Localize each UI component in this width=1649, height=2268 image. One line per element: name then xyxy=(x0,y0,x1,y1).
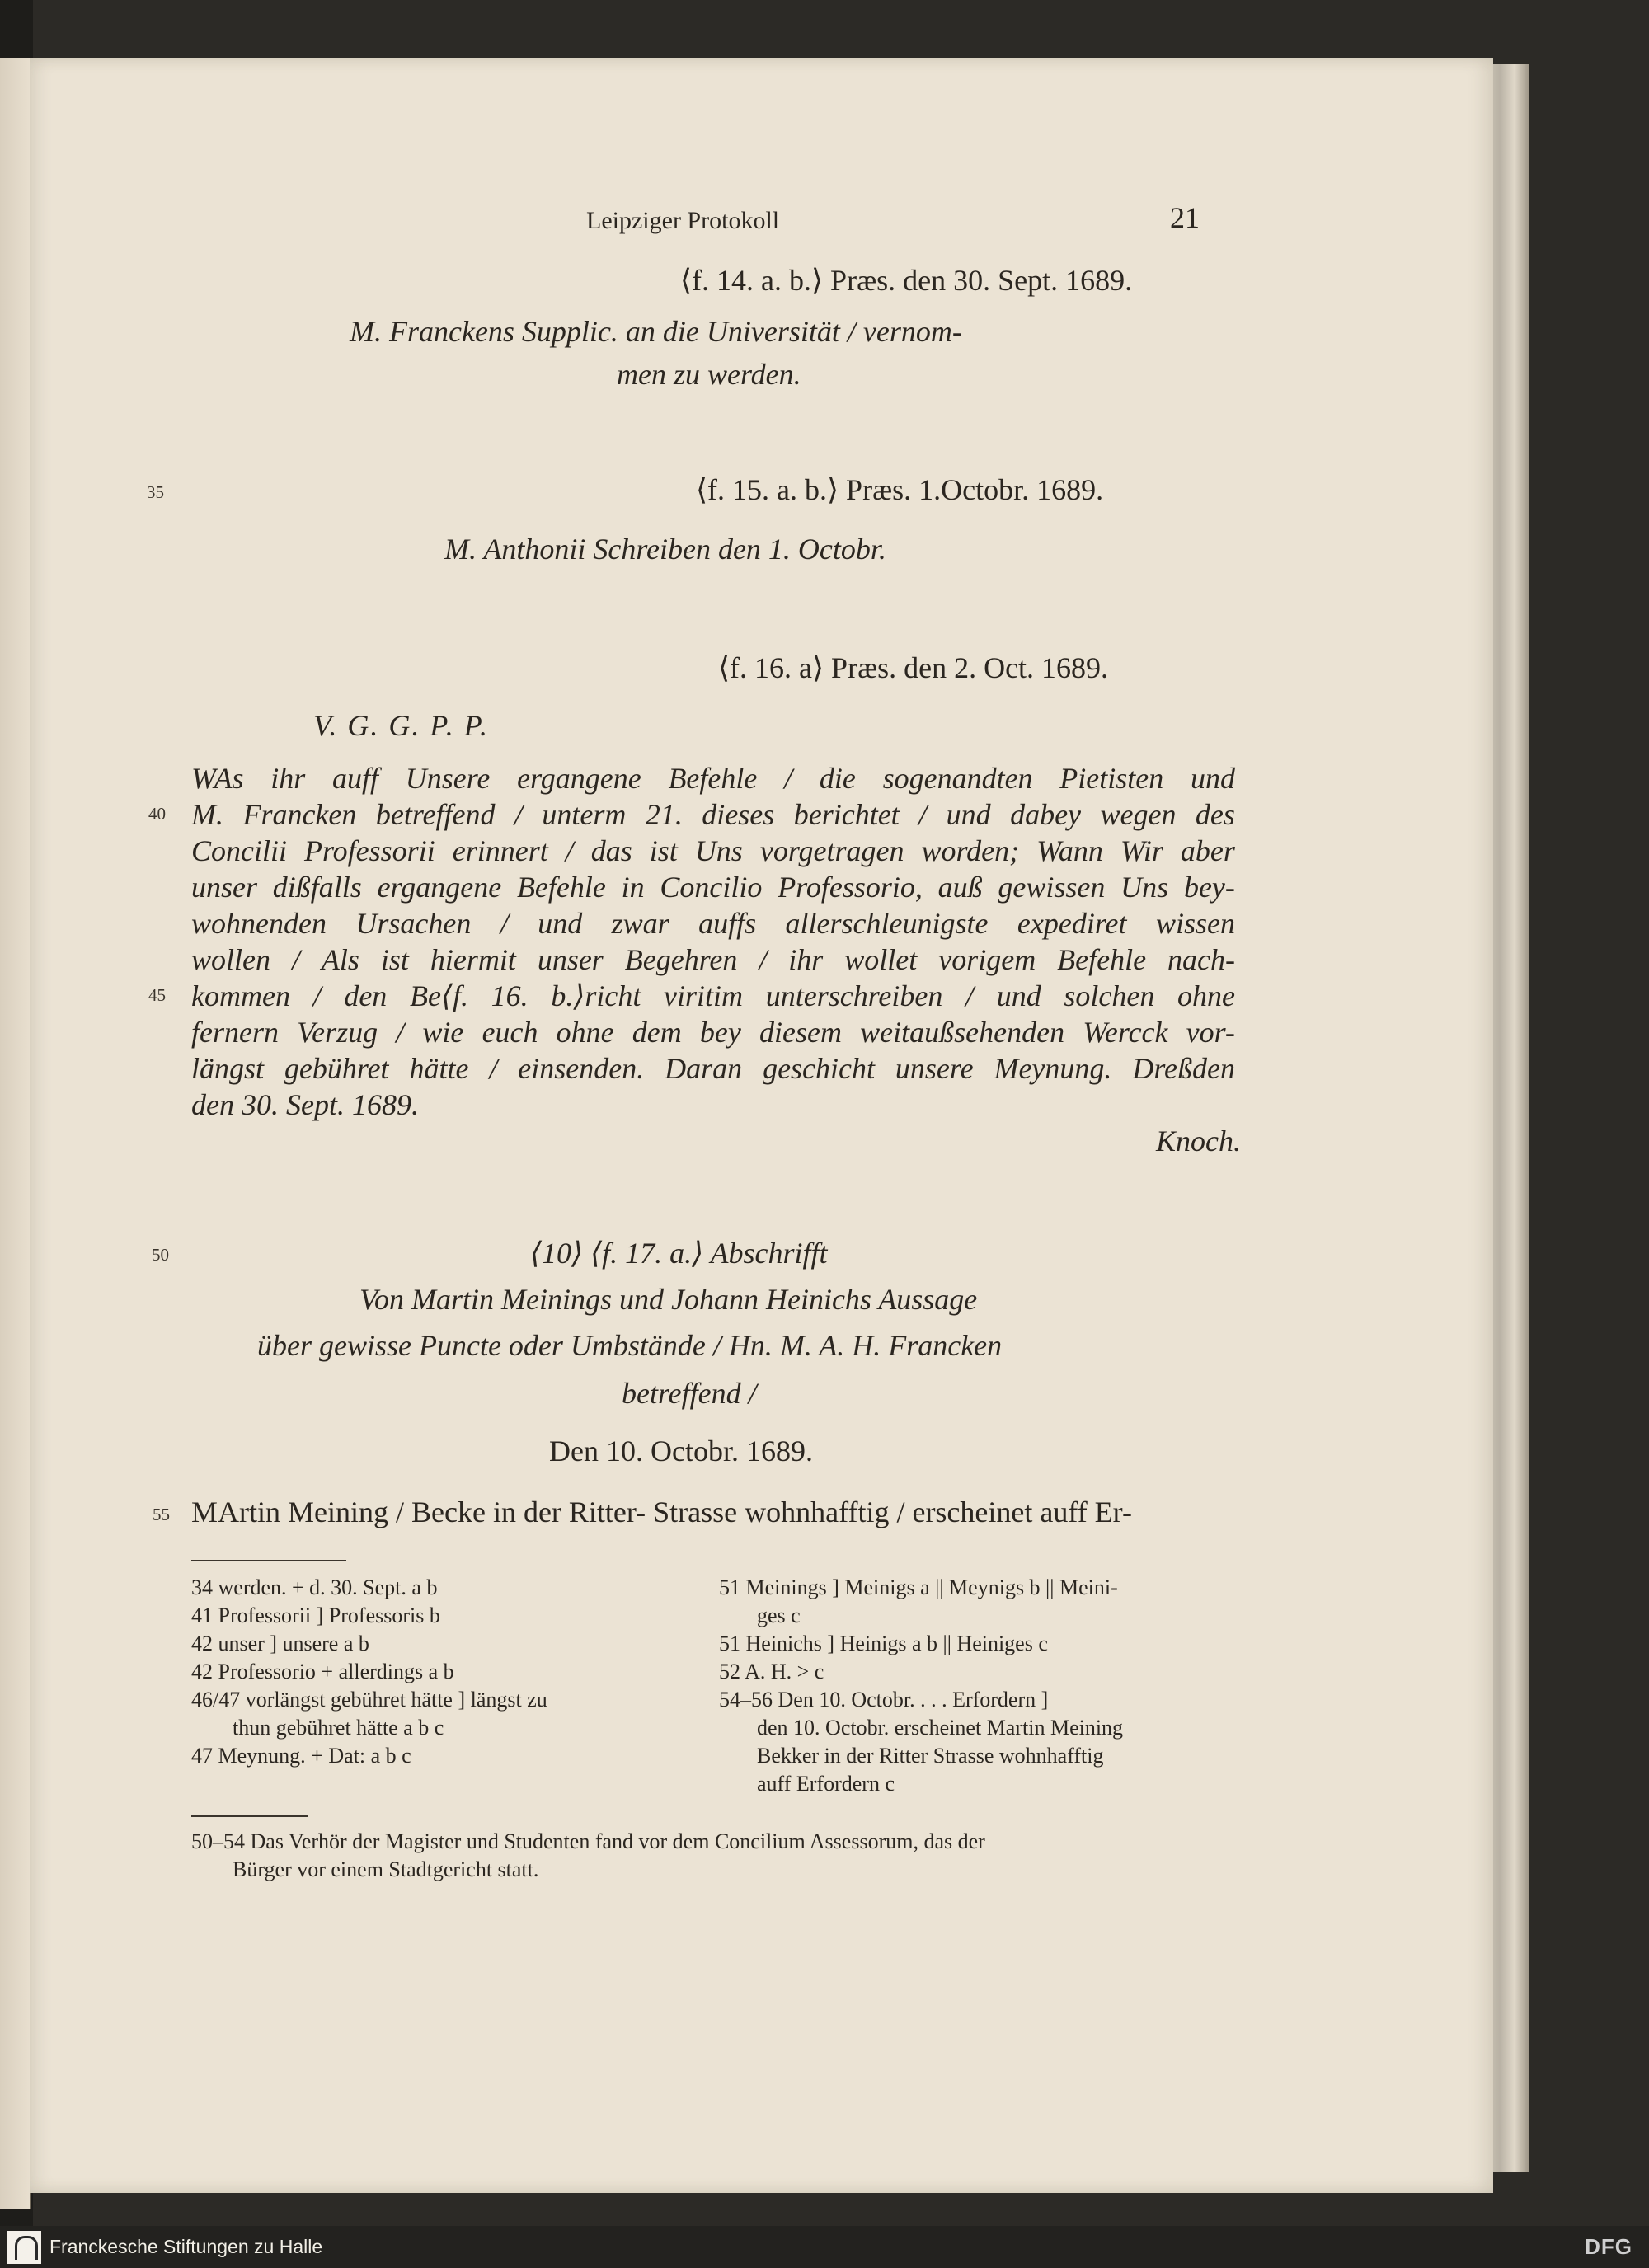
apparatus-note: thun gebühret hätte a b c xyxy=(233,1716,444,1740)
line-number: 50 xyxy=(152,1245,169,1265)
line-number: 35 xyxy=(147,482,164,502)
apparatus-rule xyxy=(191,1560,346,1561)
apparatus-note: 47 Meynung. + Dat: a b c xyxy=(191,1744,411,1768)
entry-title: M. Franckens Supplic. an die Universität / vernom- xyxy=(350,315,962,348)
signature: Knoch. xyxy=(1156,1125,1241,1157)
entry-heading: ⟨f. 15. a. b.⟩ Præs. 1.Octobr. 1689. xyxy=(696,473,1104,506)
book-page xyxy=(30,58,1493,2193)
apparatus-note: Bekker in der Ritter Strasse wohnhafftig xyxy=(757,1744,1104,1768)
letter-line: Concilii Professorii erinnert / das ist Uns vorgetragen worden; Wann Wir aber xyxy=(191,834,1235,867)
apparatus-note: 46/47 vorlängst gebühret hätte ] längst zu xyxy=(191,1688,547,1712)
page-number: 21 xyxy=(1170,201,1200,234)
apparatus-note: 52 A. H. > c xyxy=(719,1660,824,1683)
letter-line: wohnenden Ursachen / und zwar auffs allerschleunigste expediret wissen xyxy=(191,907,1235,940)
line-number: 55 xyxy=(153,1505,170,1524)
letter-line: längst gebühret hätte / einsenden. Daran geschicht unsere Meynung. Dreßden xyxy=(191,1052,1235,1085)
entry-title: betreffend / xyxy=(622,1377,757,1410)
previous-page-edge xyxy=(0,58,31,2209)
letter-line: fernern Verzug / wie euch ohne dem bey diesem weitaußsehenden Wercck vor- xyxy=(191,1016,1235,1049)
apparatus-note: 42 unser ] unsere a b xyxy=(191,1632,369,1655)
apparatus-note: ges c xyxy=(757,1604,801,1627)
running-title: Leipziger Protokoll xyxy=(586,207,780,234)
viewer-footer xyxy=(0,2226,1649,2268)
institution-logo-icon xyxy=(7,2231,41,2264)
apparatus-note: den 10. Octobr. erscheinet Martin Meining xyxy=(757,1716,1124,1740)
body-line: MArtin Meining / Becke in der Ritter- Strasse wohnhafftig / erscheinet auff Er- xyxy=(191,1496,1132,1528)
entry-date: Den 10. Octobr. 1689. xyxy=(549,1435,813,1467)
commentary-rule xyxy=(191,1815,308,1817)
apparatus-note: 51 Meinings ] Meinigs a || Meynigs b || Meini- xyxy=(719,1575,1118,1599)
apparatus-note: 54–56 Den 10. Octobr. . . . Erfordern ] xyxy=(719,1688,1049,1712)
entry-heading: ⟨10⟩ ⟨f. 17. a.⟩ Abschrifft xyxy=(530,1237,828,1270)
institution-name: Franckesche Stiftungen zu Halle xyxy=(49,2236,323,2257)
apparatus-note: 34 werden. + d. 30. Sept. a b xyxy=(191,1575,438,1599)
entry-title: M. Anthonii Schreiben den 1. Octobr. xyxy=(444,533,886,566)
line-number: 40 xyxy=(148,804,166,824)
apparatus-note: 51 Heinichs ] Heinigs a b || Heiniges c xyxy=(719,1632,1048,1655)
entry-heading: ⟨f. 14. a. b.⟩ Præs. den 30. Sept. 1689. xyxy=(680,264,1133,297)
letter-line: kommen / den Be⟨f. 16. b.⟩richt viritim unterschreiben / und solchen ohne xyxy=(191,979,1235,1012)
letter-line: wollen / Als ist hiermit unser Begehren / ihr wollet vorigem Befehle nach- xyxy=(191,943,1235,976)
apparatus-note: 41 Professorii ] Professoris b xyxy=(191,1604,440,1627)
entry-heading: ⟨f. 16. a⟩ Præs. den 2. Oct. 1689. xyxy=(718,651,1109,684)
commentary-note: Bürger vor einem Stadtgericht statt. xyxy=(233,1857,539,1881)
entry-title: men zu werden. xyxy=(617,358,801,391)
letter-line: den 30. Sept. 1689. xyxy=(191,1088,419,1121)
dfg-logo: DFG xyxy=(1585,2234,1633,2259)
entry-title: Von Martin Meinings und Johann Heinichs Aussage xyxy=(359,1283,978,1316)
letter-line: unser dißfalls ergangene Befehle in Concilio Professorio, auß gewissen Uns bey- xyxy=(191,871,1235,904)
letter-line: M. Francken betreffend / unterm 21. dieses berichtet / und dabey wegen des xyxy=(191,798,1235,831)
entry-title: über gewisse Puncte oder Umbstände / Hn. M. A. H. Francken xyxy=(257,1329,1003,1362)
salutation: V. G. G. P. P. xyxy=(313,709,490,742)
line-number: 45 xyxy=(148,985,166,1005)
apparatus-note: 42 Professorio + allerdings a b xyxy=(191,1660,454,1683)
commentary-note: 50–54 Das Verhör der Magister und Studenten fand vor dem Concilium Assessorum, das der xyxy=(191,1829,985,1853)
apparatus-note: auff Erfordern c xyxy=(757,1772,895,1796)
letter-line: WAs ihr auff Unsere ergangene Befehle / die sogenandten Pietisten und xyxy=(191,762,1235,795)
